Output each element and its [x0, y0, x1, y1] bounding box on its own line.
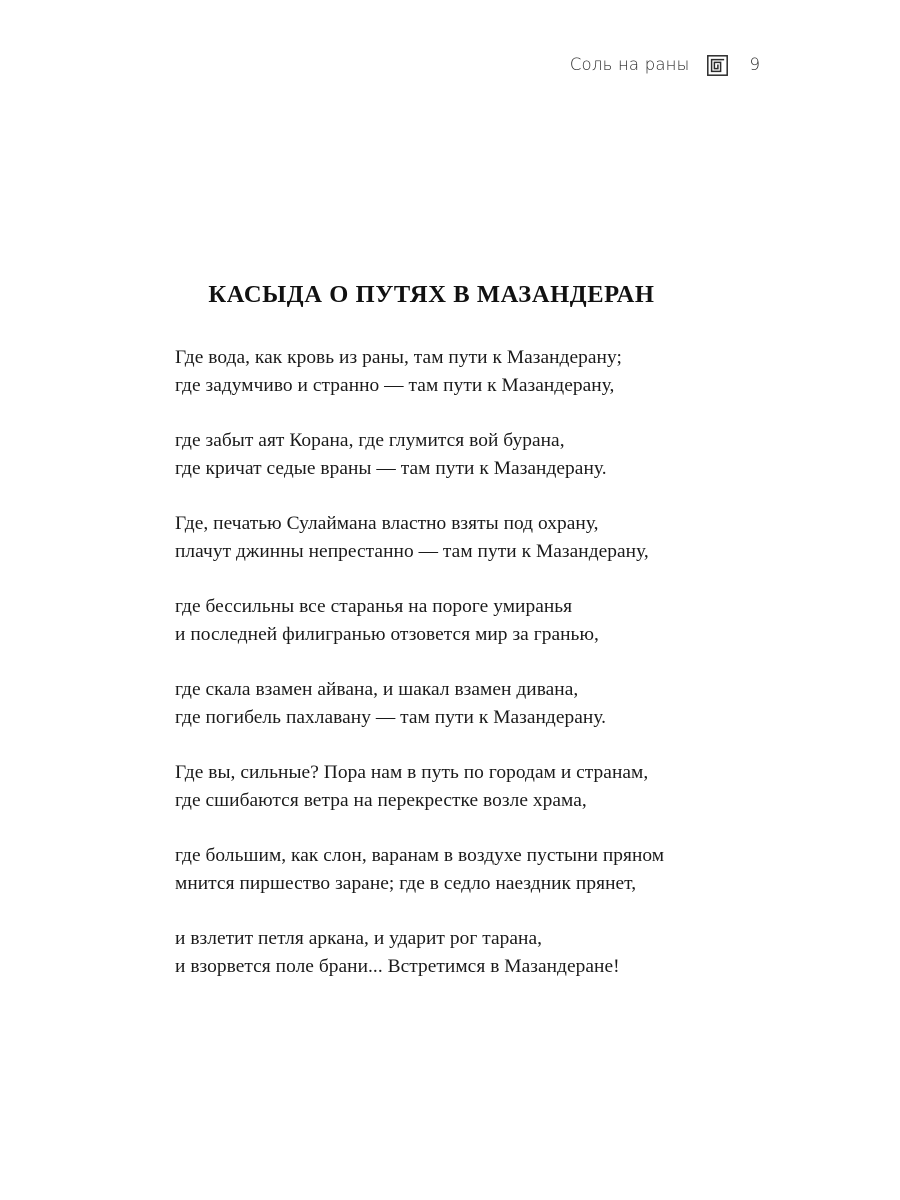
verse-line: где бессильны все старанья на пороге умиранья — [175, 596, 573, 617]
running-header — [570, 52, 760, 78]
stanza — [175, 759, 775, 814]
stanza — [175, 593, 775, 648]
poem-body — [175, 344, 775, 980]
verse-line: Где вода, как кровь из раны, там пути к Мазандерану; — [175, 347, 622, 368]
stanza — [175, 676, 775, 731]
verse-line: где погибель пахлавану — там пути к Мазандерану. — [175, 706, 607, 728]
verse-line: и взлетит петля аркана, и ударит рог тарана, — [175, 928, 543, 949]
verse-line: мнится пиршество заране; где в седло наездник прянет, — [175, 872, 637, 894]
stanza — [175, 842, 775, 897]
poem — [175, 281, 775, 980]
stanza — [175, 510, 775, 565]
stanza — [175, 344, 775, 399]
verse-line: Где вы, сильные? Пора нам в путь по городам и странам, — [175, 762, 649, 783]
verse-line: плачут джинны непрестанно — там пути к Мазандерану, — [175, 540, 649, 562]
verse-line: где сшибаются ветра на перекрестке возле храма, — [175, 789, 587, 811]
stanza — [175, 925, 775, 980]
verse-line: где забыт аят Корана, где глумится вой бурана, — [175, 430, 565, 451]
verse-line: где скала взамен айвана, и шакал взамен дивана, — [175, 679, 579, 700]
verse-line: где задумчиво и странно — там пути к Мазандерану, — [175, 374, 615, 396]
verse-line: Где, печатью Сулаймана властно взяты под охрану, — [175, 513, 599, 534]
square-spiral-meander-ornament-icon — [707, 55, 728, 76]
verse-line: и взорвется поле брани... Встретимся в Мазандеране! — [175, 955, 620, 977]
verse-line: и последней филигранью отзовется мир за гранью, — [175, 623, 599, 645]
running-header-book-title: Соль на раны — [569, 54, 690, 74]
verse-line: где большим, как слон, варанам в воздухе пустыни пряном — [175, 845, 665, 866]
stanza — [175, 427, 775, 482]
page-number: 9 — [749, 54, 760, 74]
verse-line: где кричат седые враны — там пути к Мазандерану. — [175, 457, 607, 479]
poem-title: КАСЫДА О ПУТЯХ В МАЗАНДЕРАН — [208, 281, 655, 308]
